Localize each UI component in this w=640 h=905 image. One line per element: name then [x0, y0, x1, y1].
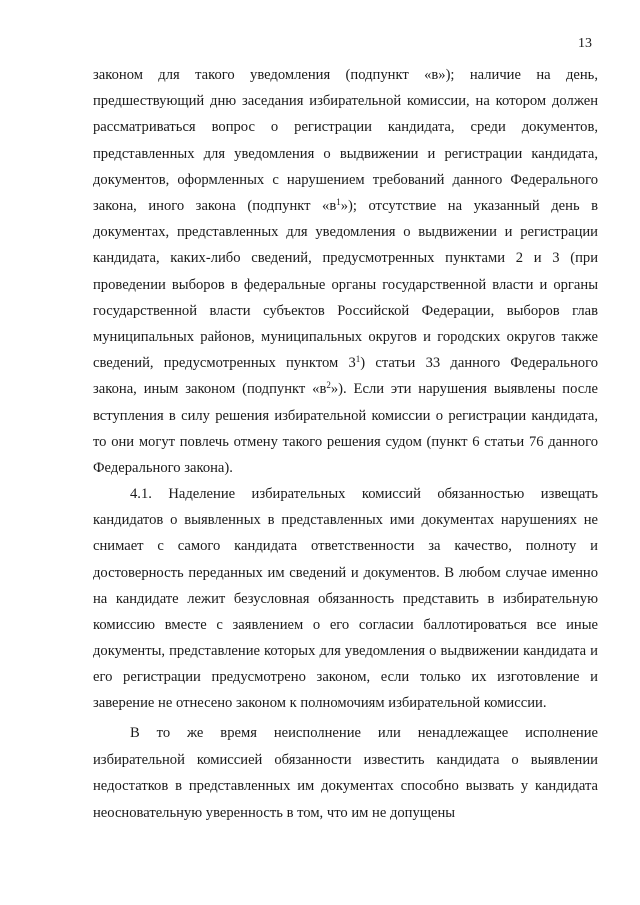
paragraph-at-the-same-time: [93, 720, 598, 826]
paragraph-4-1: [93, 481, 598, 716]
text-segment: 4.1. Наделение избирательных комиссий обязанностью извещать кандидатов о выявленных в представленных ими документах нарушениях не снимает с самого кандидата ответственности за качество, полноту и достоверность переданных им сведений и документов. В любом случае именно на кандидате лежит безусловная обязанность представить в избирательную комиссию вместе с заявлением о его согласии баллотироваться все иные документы, представление которых для уведомления о выдвижении кандидата и его регистрации предусмотрено законом, если только их изготовление и заверение не отнесено законом к полномочиям избирательной комиссии.: [93, 486, 598, 711]
paragraph-continuation: [93, 62, 598, 481]
text-segment: »); отсутствие на указанный день в документах, представленных для уведомления о выдвижении и регистрации кандидата, каких-либо сведений, предусмотренных пунктами 2 и 3 (при проведении выборов в федеральные органы государственной власти и органы государственной власти субъектов Российской Федерации, выборов глав муниципальных районов, муниципальных округов и городских округов также сведений, предусмотренных пунктом 3: [93, 198, 598, 372]
text-segment: законом для такого уведомления (подпункт «в»); наличие на день, предшествующий дню заседания избирательной комиссии, на котором должен рассматриваться вопрос о регистрации кандидата, среди документов, представленных для уведомления о выдвижении и регистрации кандидата, документов, оформленных с нарушением требований данного Федерального закона, иного закона (подпункт «в: [93, 67, 598, 215]
superscript-mark: 2: [326, 380, 331, 391]
page-number: 13: [578, 36, 592, 51]
text-segment: ) статьи 33 данного Федерального закона, иным законом (подпункт «в: [93, 355, 598, 398]
superscript-mark: 1: [355, 354, 361, 365]
document-body: [93, 62, 598, 826]
superscript-mark: 1: [336, 197, 341, 208]
text-segment: »). Если эти нарушения выявлены после вступления в силу решения избирательной комиссии о регистрации кандидата, то они могут повлечь отмену такого решения судом (пункт 6 статьи 76 данного Федерального закона).: [93, 381, 598, 477]
text-segment: В то же время неисполнение или ненадлежащее исполнение избирательной комиссией обязанности известить кандидата о выявлении недостатков в представленных им документах способно вызвать у кандидата неосновательную уверенность в том, что им не допущены: [93, 725, 598, 821]
